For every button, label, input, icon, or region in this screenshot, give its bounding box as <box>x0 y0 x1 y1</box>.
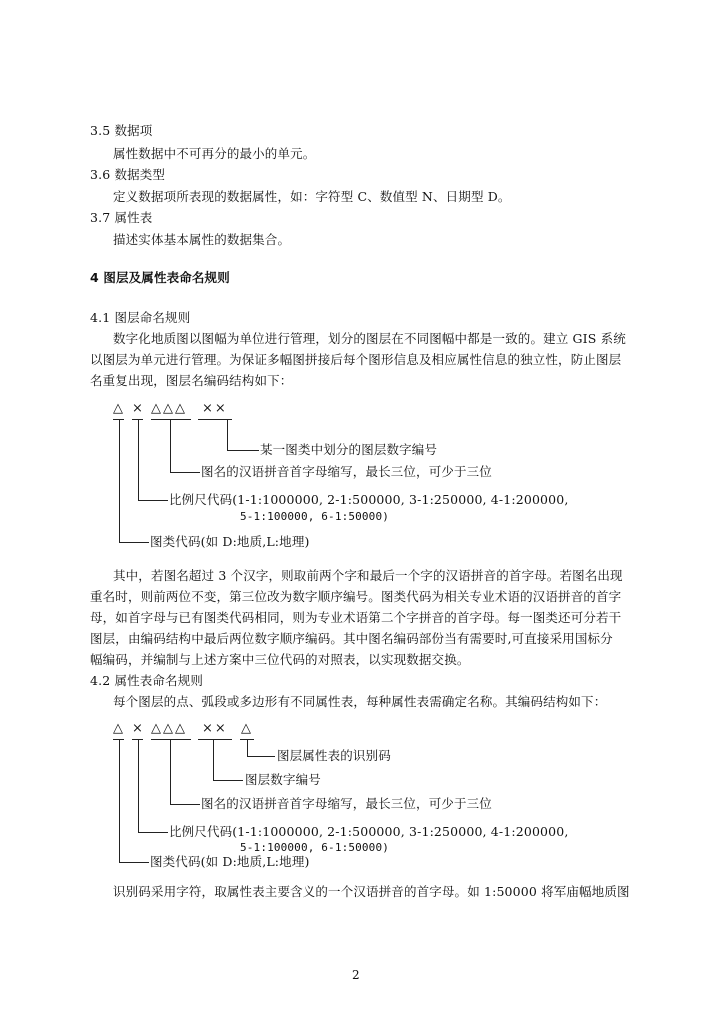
section-4-heading: 4 图层及属性表命名规则 <box>90 270 230 285</box>
section-4-1-title: 4.1 图层命名规则 <box>90 310 191 325</box>
leader-line <box>119 862 149 863</box>
code-symbol: × <box>132 721 145 736</box>
section-3-6-title: 3.6 数据类型 <box>90 167 166 182</box>
section-4-2-title: 4.2 属性表命名规则 <box>90 673 204 688</box>
bracket-line <box>119 740 120 862</box>
paragraph-line: 每个图层的点、弧段或多边形有不同属性表，每种属性表需确定名称。其编码结构如下： <box>113 694 607 709</box>
leader-line <box>138 500 168 501</box>
code-symbol: △△△ <box>151 721 187 736</box>
code-label: 5-1:100000, 6-1:50000) <box>240 841 389 854</box>
section-3-5-body: 属性数据中不可再分的最小的单元。 <box>113 146 316 161</box>
section-3-7-body: 描述实体基本属性的数据集合。 <box>113 232 291 247</box>
leader-line <box>247 756 275 757</box>
code-symbol: △ <box>113 401 125 416</box>
code-label: 比例尺代码(1-1:1000000, 2-1:500000, 3-1:250000, 4-1:200000, <box>169 824 569 839</box>
underline <box>151 739 191 740</box>
bracket-line <box>227 420 228 450</box>
bracket-line <box>170 740 171 804</box>
code-label: 5-1:100000, 6-1:50000) <box>240 510 389 523</box>
code-label: 某一图类中划分的图层数字编号 <box>260 442 438 457</box>
code-label: 图类代码(如 D:地质,L:地理) <box>150 854 310 869</box>
code-label: 图层属性表的识别码 <box>277 748 391 763</box>
bracket-line <box>138 740 139 832</box>
section-3-7-title: 3.7 属性表 <box>90 210 153 225</box>
leader-line <box>170 804 200 805</box>
paragraph-line: 重名时，则前两位不变，第三位改为数字顺序编号。图类代码为相关专业术语的汉语拼音的首字 <box>90 589 622 604</box>
bracket-line <box>138 420 139 500</box>
code-label: 图名的汉语拼音首字母缩写，最长三位，可少于三位 <box>201 796 492 811</box>
leader-line <box>138 832 168 833</box>
section-3-5-title: 3.5 数据项 <box>90 123 153 138</box>
code-label: 比例尺代码(1-1:1000000, 2-1:500000, 3-1:250000, 4-1:200000, <box>169 492 569 507</box>
paragraph-line: 其中，若图名超过 3 个汉字，则取前两个字和最后一个字的汉语拼音的首字母。若图名出现 <box>113 568 623 583</box>
section-3-6-body: 定义数据项所表现的数据属性，如：字符型 C、数值型 N、日期型 D。 <box>113 189 511 204</box>
code-label: 图名的汉语拼音首字母缩写，最长三位，可少于三位 <box>201 464 492 479</box>
code-symbol: × <box>132 401 145 416</box>
paragraph-line: 数字化地质图以图幅为单位进行管理，划分的图层在不同图幅中都是一致的。建立 GIS 系统 <box>113 331 626 346</box>
code-label: 图层数字编号 <box>245 772 321 787</box>
code-label: 图类代码(如 D:地质,L:地理) <box>150 534 310 549</box>
paragraph-line: 幅编码，并编制与上述方案中三位代码的对照表，以实现数据交换。 <box>90 652 470 667</box>
bracket-line <box>170 420 171 472</box>
paragraph-line: 图层，由编码结构中最后两位数字顺序编码。其中图名编码部份当有需要时,可直接采用国标分 <box>90 631 613 646</box>
underline <box>151 419 191 420</box>
code-symbol: △△△ <box>151 401 187 416</box>
leader-line <box>227 450 259 451</box>
paragraph-line: 母，如首字母与已有图类代码相同，则为专业术语第二个字拼音的首字母。每一图类还可分若干 <box>90 610 622 625</box>
code-symbol: ×× <box>202 721 228 736</box>
paragraph-line: 名重复出现，图层名编码结构如下： <box>90 373 293 388</box>
leader-line <box>213 780 243 781</box>
underline <box>198 739 232 740</box>
code-symbol: △ <box>113 721 125 736</box>
paragraph-line: 识别码采用字符，取属性表主要含义的一个汉语拼音的首字母。如 1:50000 将军庙幅地质图 <box>113 884 630 899</box>
bracket-line <box>247 740 248 756</box>
leader-line <box>119 542 149 543</box>
leader-line <box>170 472 200 473</box>
page-number: 2 <box>352 968 360 982</box>
code-symbol: ×× <box>202 401 228 416</box>
paragraph-line: 以图层为单元进行管理。为保证多幅图拼接后每个图形信息及相应属性信息的独立性，防止图层 <box>90 352 622 367</box>
bracket-line <box>213 740 214 780</box>
bracket-line <box>119 420 120 542</box>
code-symbol: △ <box>241 721 253 736</box>
